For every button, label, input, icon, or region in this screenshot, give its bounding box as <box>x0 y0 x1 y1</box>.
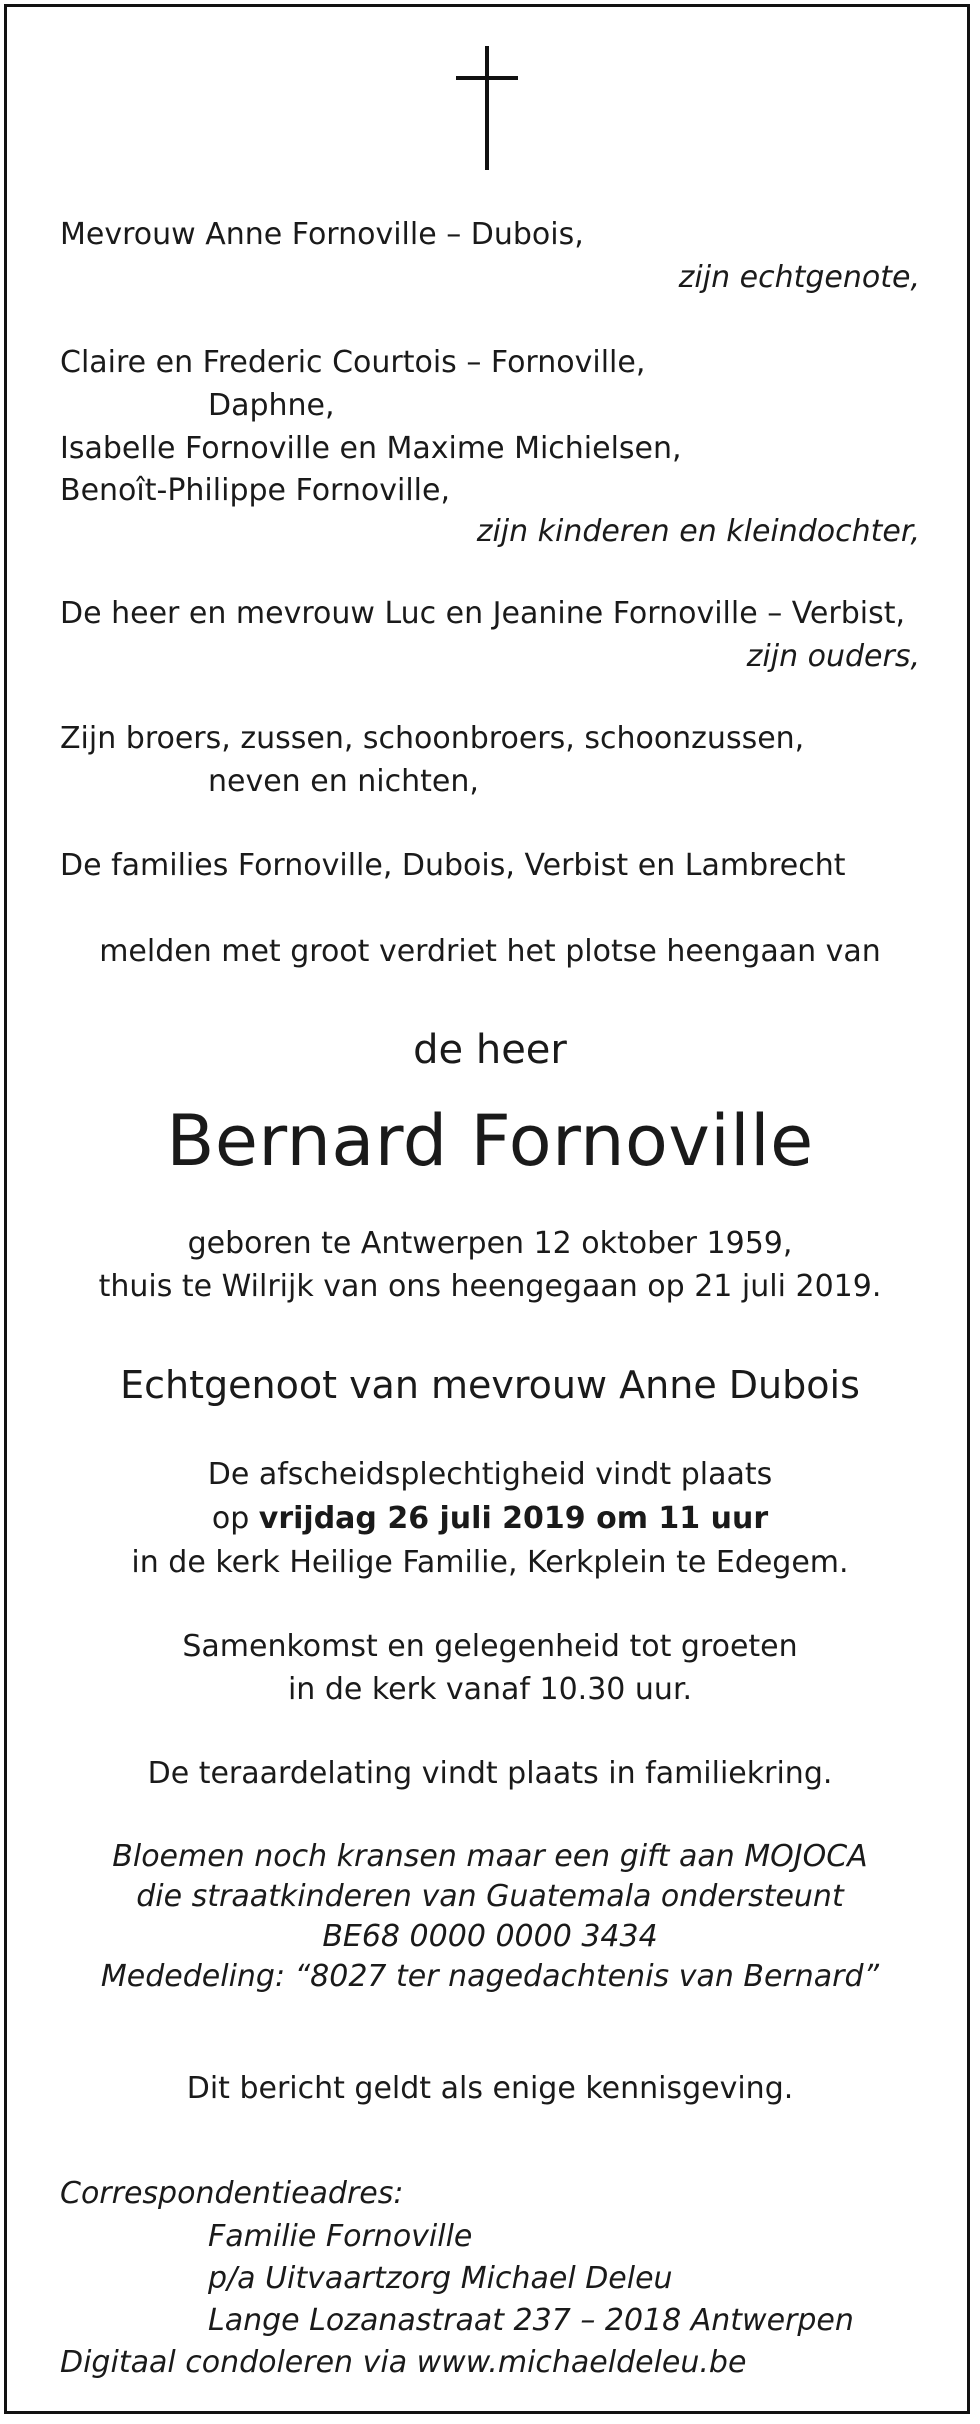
ceremony-line-1: De afscheidsplechtigheid vindt plaats <box>207 1457 773 1492</box>
cross-vertical <box>485 46 489 170</box>
child-2: Isabelle Fornoville en Maxime Michielsen, <box>60 431 682 466</box>
deceased-name: Bernard Fornoville <box>166 1100 814 1182</box>
ceremony-line-3: in de kerk Heilige Familie, Kerkplein te Edegem. <box>131 1545 849 1580</box>
child-1: Claire en Frederic Courtois – Fornoville, <box>60 345 646 380</box>
burial: De teraardelating vindt plaats in familiekring. <box>147 1756 833 1791</box>
title: de heer <box>413 1027 567 1073</box>
child-3: Benoît-Philippe Fornoville, <box>60 473 450 508</box>
ceremony-prefix: op <box>211 1501 259 1536</box>
correspondence-label: Correspondentieadres: <box>60 2176 404 2211</box>
parents-role: zijn ouders, <box>746 639 920 674</box>
ceremony-line-2 <box>0 1500 980 1538</box>
donation-line-1: Bloemen noch kransen maar een gift aan MOJOCA <box>112 1839 868 1874</box>
gathering-line-1: Samenkomst en gelegenheid tot groeten <box>182 1629 798 1664</box>
parents-name: De heer en mevrouw Luc en Jeanine Fornoville – Verbist, <box>60 596 906 631</box>
siblings-line-1: Zijn broers, zussen, schoonbroers, schoonzussen, <box>60 721 805 756</box>
grandchild: Daphne, <box>208 388 335 423</box>
spouse-name: Mevrouw Anne Fornoville – Dubois, <box>60 217 584 252</box>
ceremony-date: vrijdag 26 juli 2019 om 11 uur <box>258 1501 769 1536</box>
announcement: melden met groot verdriet het plotse heengaan van <box>99 934 881 969</box>
families: De families Fornoville, Dubois, Verbist en Lambrecht <box>60 848 846 883</box>
correspondence-line-2: p/a Uitvaartzorg Michael Deleu <box>208 2261 673 2296</box>
gathering-line-2: in de kerk vanaf 10.30 uur. <box>287 1672 693 1707</box>
cross-horizontal <box>456 76 518 80</box>
birth-line: geboren te Antwerpen 12 oktober 1959, <box>187 1226 793 1261</box>
correspondence-line-1: Familie Fornoville <box>208 2219 473 2254</box>
spouse-of: Echtgenoot van mevrouw Anne Dubois <box>120 1363 860 1407</box>
children-role: zijn kinderen en kleindochter, <box>476 514 920 549</box>
spouse-role: zijn echtgenote, <box>678 260 920 295</box>
sole-notice: Dit bericht geldt als enige kennisgeving. <box>186 2071 794 2106</box>
donation-reference: Mededeling: “8027 ter nagedachtenis van Bernard” <box>100 1959 880 1994</box>
siblings-line-2: neven en nichten, <box>208 764 479 799</box>
donation-line-2: die straatkinderen van Guatemala ondersteunt <box>136 1879 844 1914</box>
correspondence-address: Lange Lozanastraat 237 – 2018 Antwerpen <box>208 2303 854 2338</box>
online-condolence: Digitaal condoleren via www.michaeldeleu.be <box>60 2345 747 2380</box>
death-line: thuis te Wilrijk van ons heengegaan op 21 juli 2019. <box>98 1269 882 1304</box>
donation-iban: BE68 0000 0000 3434 <box>322 1919 658 1954</box>
